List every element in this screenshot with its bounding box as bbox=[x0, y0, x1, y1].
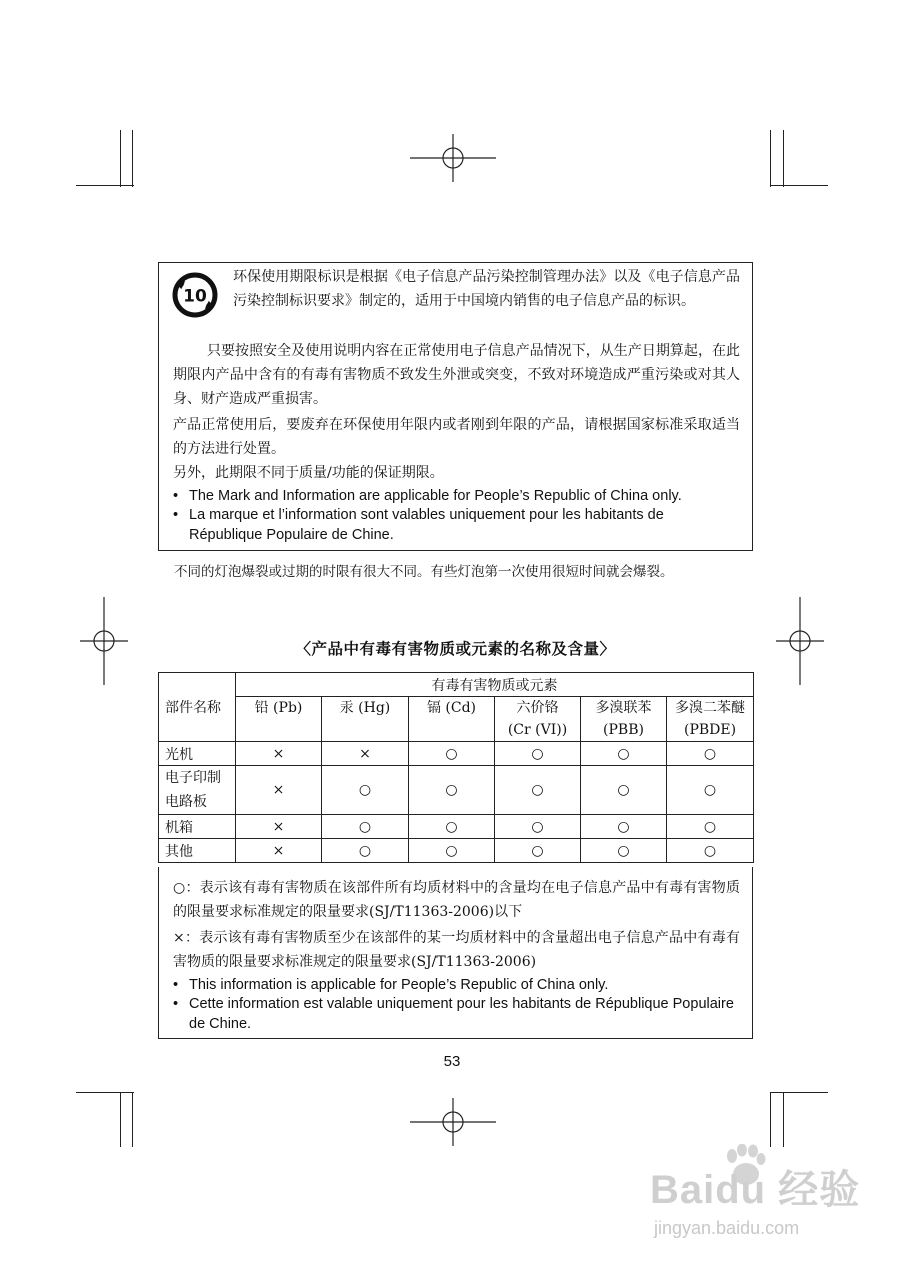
notes-bullet-english-text: This information is applicable for People’s Republic of China only. bbox=[189, 977, 609, 993]
table-header-hg: 汞 (Hg) bbox=[322, 697, 409, 742]
crop-mark bbox=[132, 130, 133, 187]
table-cell-mark: ○ bbox=[667, 766, 754, 815]
notice-bullet-french-text: La marque et l’information sont valables uniquement pour les habitants de République Populaire de Chine. bbox=[189, 507, 664, 543]
notice-paragraph-1: 只要按照安全及使用说明内容在正常使用电子信息产品情况下，从生产日期算起，在此期限内产品中含有的有毒有害物质不致发生外泄或突变，不致对环境造成严重污染或对其人身、财产造成严重损害。 bbox=[173, 343, 740, 407]
table-header-pbde bbox=[667, 697, 754, 742]
table-cell-mark: ○ bbox=[495, 766, 581, 815]
table-cell-mark: ○ bbox=[409, 839, 495, 863]
bullet-dot: • bbox=[173, 507, 179, 523]
notice-intro: 环保使用期限标识是根据《电子信息产品污染控制管理办法》以及《电子信息产品污染控制标识要求》制定的，适用于中国境内销售的电子信息产品的标识。 bbox=[233, 269, 740, 309]
table-cell-mark: ○ bbox=[495, 815, 581, 839]
table-header-cd: 镉 (Cd) bbox=[409, 697, 495, 742]
table-header-pb: 铅 (Pb) bbox=[236, 697, 322, 742]
table-cell-mark: ○ bbox=[409, 815, 495, 839]
table-header-pbb-line2: (PBB) bbox=[603, 722, 644, 738]
table-cell-mark: ○ bbox=[667, 839, 754, 863]
notice-bullet-english-text: The Mark and Information are applicable for People’s Republic of China only. bbox=[189, 488, 682, 504]
crop-mark bbox=[132, 1092, 133, 1147]
cross-legend-note: ×：表示该有毒有害物质至少在该部件的某一均质材料中的含量超出电子信息产品中有毒有害物质的限量要求标准规定的限量要求(SJ/T11363-2006) bbox=[173, 930, 740, 970]
crop-mark bbox=[120, 1092, 121, 1147]
crop-mark bbox=[783, 1092, 784, 1147]
watermark-brand: Baidu 经验 bbox=[650, 1168, 861, 1212]
registration-mark-top bbox=[410, 134, 496, 182]
table-header-substance-group: 有毒有害物质或元素 bbox=[236, 673, 754, 697]
table-header-pbb-line1: 多溴联苯 bbox=[595, 700, 652, 716]
table-cell-mark: × bbox=[236, 766, 322, 815]
notice-bullet-english bbox=[173, 486, 740, 506]
registration-mark-right bbox=[776, 597, 824, 685]
bullet-dot: • bbox=[173, 996, 179, 1012]
notes-bullet-french bbox=[173, 994, 740, 1034]
crop-mark bbox=[770, 1092, 828, 1093]
table-cell-mark: × bbox=[236, 742, 322, 766]
table-row bbox=[159, 742, 754, 766]
table-header-pbb bbox=[581, 697, 667, 742]
watermark-url: jingyan.baidu.com bbox=[654, 1218, 800, 1238]
table-cell-mark: ○ bbox=[667, 742, 754, 766]
crop-mark bbox=[120, 130, 121, 187]
table-cell-mark: ○ bbox=[581, 815, 667, 839]
table-cell-part-line2: 电路板 bbox=[165, 794, 207, 810]
table-row bbox=[159, 839, 754, 863]
registration-mark-bottom bbox=[410, 1098, 496, 1146]
table-row bbox=[159, 766, 754, 815]
table-cell-mark: ○ bbox=[581, 742, 667, 766]
table-cell-part: 其他 bbox=[159, 839, 236, 863]
table-cell-part bbox=[159, 766, 236, 815]
crop-mark bbox=[76, 185, 134, 186]
table-cell-mark: ○ bbox=[581, 839, 667, 863]
registration-mark-left bbox=[80, 597, 128, 685]
table-cell-part: 光机 bbox=[159, 742, 236, 766]
table-header-pbde-line2: (PBDE) bbox=[683, 722, 737, 738]
table-header-cr6-line1: 六价铬 bbox=[516, 700, 559, 716]
notice-bullet-french bbox=[173, 505, 740, 545]
crop-mark bbox=[76, 1092, 134, 1093]
table-row bbox=[159, 815, 754, 839]
table-cell-mark: ○ bbox=[581, 766, 667, 815]
table-cell-part-line1: 电子印制 bbox=[165, 770, 221, 786]
epup-logo-number: 10 bbox=[183, 286, 207, 307]
crop-mark bbox=[783, 130, 784, 187]
table-cell-mark: × bbox=[236, 815, 322, 839]
table-title: 〈产品中有毒有害物质或元素的名称及含量〉 bbox=[295, 640, 616, 658]
notice-paragraph-3: 另外，此期限不同于质量/功能的保证期限。 bbox=[173, 465, 444, 481]
table-cell-mark: ○ bbox=[495, 839, 581, 863]
table-header-part-name: 部件名称 bbox=[159, 673, 236, 742]
table-cell-mark: ○ bbox=[409, 742, 495, 766]
page-number: 53 bbox=[443, 1053, 461, 1070]
table-header-pbde-line1: 多溴二苯醚 bbox=[675, 700, 746, 716]
hazardous-substance-table bbox=[158, 672, 754, 863]
table-header-cr6 bbox=[495, 697, 581, 742]
table-header-cr6-line2: (Cr (VI)) bbox=[507, 722, 568, 738]
table-cell-mark: ○ bbox=[667, 815, 754, 839]
epup-10-logo-icon bbox=[171, 271, 219, 319]
baidu-watermark bbox=[640, 1140, 870, 1260]
crop-mark bbox=[770, 1092, 771, 1147]
crop-mark bbox=[770, 130, 771, 187]
table-cell-part: 机箱 bbox=[159, 815, 236, 839]
table-notes-box bbox=[158, 867, 753, 1039]
bullet-dot: • bbox=[173, 488, 179, 504]
table-cell-mark: × bbox=[236, 839, 322, 863]
table-cell-mark: ○ bbox=[495, 742, 581, 766]
crop-mark bbox=[770, 185, 828, 186]
notice-paragraph-2: 产品正常使用后，要废弃在环保使用年限内或者刚到年限的产品，请根据国家标准采取适当的方法进行处置。 bbox=[173, 417, 740, 457]
table-cell-mark: ○ bbox=[322, 766, 409, 815]
table-cell-mark: ○ bbox=[409, 766, 495, 815]
table-cell-mark: × bbox=[322, 742, 409, 766]
circle-legend-note: ○：表示该有毒有害物质在该部件所有均质材料中的含量均在电子信息产品中有毒有害物质的限量要求标准规定的限量要求(SJ/T11363-2006)以下 bbox=[173, 880, 740, 920]
bulb-caption: 不同的灯泡爆裂或过期的时限有很大不同。有些灯泡第一次使用很短时间就会爆裂。 bbox=[174, 564, 674, 580]
bullet-dot: • bbox=[173, 977, 179, 993]
table-cell-mark: ○ bbox=[322, 839, 409, 863]
notes-bullet-french-text: Cette information est valable uniquement pour les habitants de République Populaire de Chine. bbox=[189, 996, 734, 1032]
environmental-notice-box bbox=[158, 262, 753, 551]
table-cell-mark: ○ bbox=[322, 815, 409, 839]
notes-bullet-english bbox=[173, 975, 740, 995]
